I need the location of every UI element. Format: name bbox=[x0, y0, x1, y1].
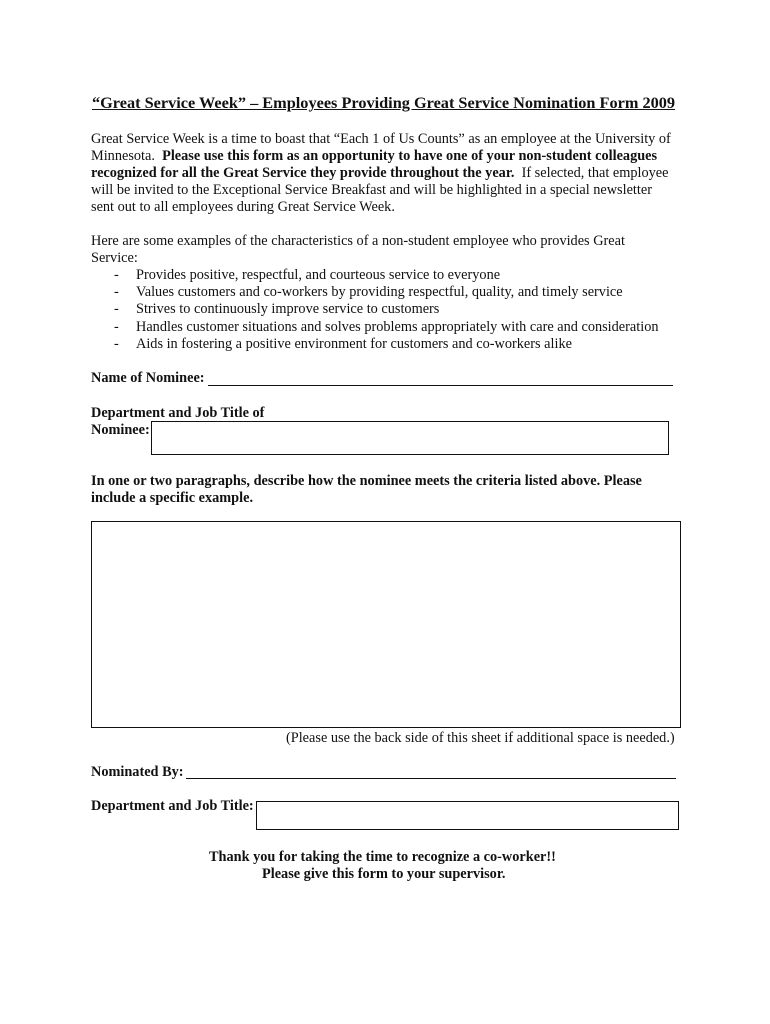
list-item-text: Values customers and co-workers by providing respectful, quality, and timely service bbox=[136, 284, 623, 301]
nominator-dept-field[interactable] bbox=[256, 801, 679, 830]
intro-line-1: Great Service Week is a time to boast that “Each 1 of Us Counts” as an employee at the University of bbox=[91, 131, 671, 147]
nominee-dept-label-line-2: Nominee: bbox=[91, 422, 150, 438]
characteristics-list bbox=[91, 267, 711, 353]
nominated-by-label: Nominated By: bbox=[91, 764, 184, 780]
list-item-text: Handles customer situations and solves problems appropriately with care and consideration bbox=[136, 318, 659, 335]
back-side-note: (Please use the back side of this sheet if additional space is needed.) bbox=[286, 730, 675, 746]
nominator-dept-label: Department and Job Title: bbox=[91, 798, 254, 814]
examples-line-1: Here are some examples of the characteristics of a non-student employee who provides Great bbox=[91, 233, 625, 249]
examples-line-2: Service: bbox=[91, 250, 138, 266]
describe-instructions-line-2: include a specific example. bbox=[91, 490, 254, 506]
intro-line-5: sent out to all employees during Great Service Week. bbox=[91, 199, 395, 215]
form-title: “Great Service Week” – Employees Providing Great Service Nomination Form 2009 bbox=[92, 93, 676, 112]
list-bullet: - bbox=[114, 267, 119, 283]
list-bullet: - bbox=[114, 335, 119, 352]
list-item-text: Provides positive, respectful, and courteous service to everyone bbox=[136, 267, 501, 283]
list-bullet: - bbox=[114, 318, 119, 335]
describe-instructions-line-1: In one or two paragraphs, describe how the nominee meets the criteria listed above. Please bbox=[91, 473, 642, 489]
list-item bbox=[91, 301, 711, 318]
nominee-dept-label-line-1: Department and Job Title of bbox=[91, 405, 265, 421]
list-item bbox=[91, 267, 711, 284]
nominee-name-field[interactable] bbox=[208, 385, 673, 386]
examples-intro bbox=[91, 233, 696, 267]
nomination-description-textarea[interactable] bbox=[91, 521, 681, 728]
intro-line-3-bold: recognized for all the Great Service they provide throughout the year. bbox=[91, 165, 515, 181]
intro-line-3 bbox=[91, 165, 696, 182]
list-item bbox=[91, 319, 711, 336]
list-bullet: - bbox=[114, 301, 119, 318]
supervisor-instruction: Please give this form to your supervisor. bbox=[262, 866, 506, 882]
nominated-by-field[interactable] bbox=[186, 778, 676, 779]
list-bullet: - bbox=[114, 284, 119, 301]
intro-paragraph bbox=[91, 131, 696, 216]
intro-line-3-plain: If selected, that employee bbox=[514, 165, 669, 181]
intro-line-2 bbox=[91, 148, 696, 165]
intro-line-2-plain: Minnesota. bbox=[91, 148, 163, 164]
intro-line-2-bold: Please use this form as an opportunity to have one of your non-student colleagues bbox=[162, 148, 658, 164]
thank-you-message: Thank you for taking the time to recognize a co-worker!! bbox=[209, 849, 556, 865]
nominee-dept-field[interactable] bbox=[151, 421, 669, 455]
intro-line-4: will be invited to the Exceptional Service Breakfast and will be highlighted in a special newsletter bbox=[91, 182, 652, 198]
nominee-name-label: Name of Nominee: bbox=[91, 370, 205, 386]
list-item-text: Aids in fostering a positive environment for customers and co-workers alike bbox=[136, 335, 572, 352]
list-item bbox=[91, 336, 711, 353]
list-item-text: Strives to continuously improve service to customers bbox=[136, 301, 440, 318]
list-item bbox=[91, 284, 711, 301]
